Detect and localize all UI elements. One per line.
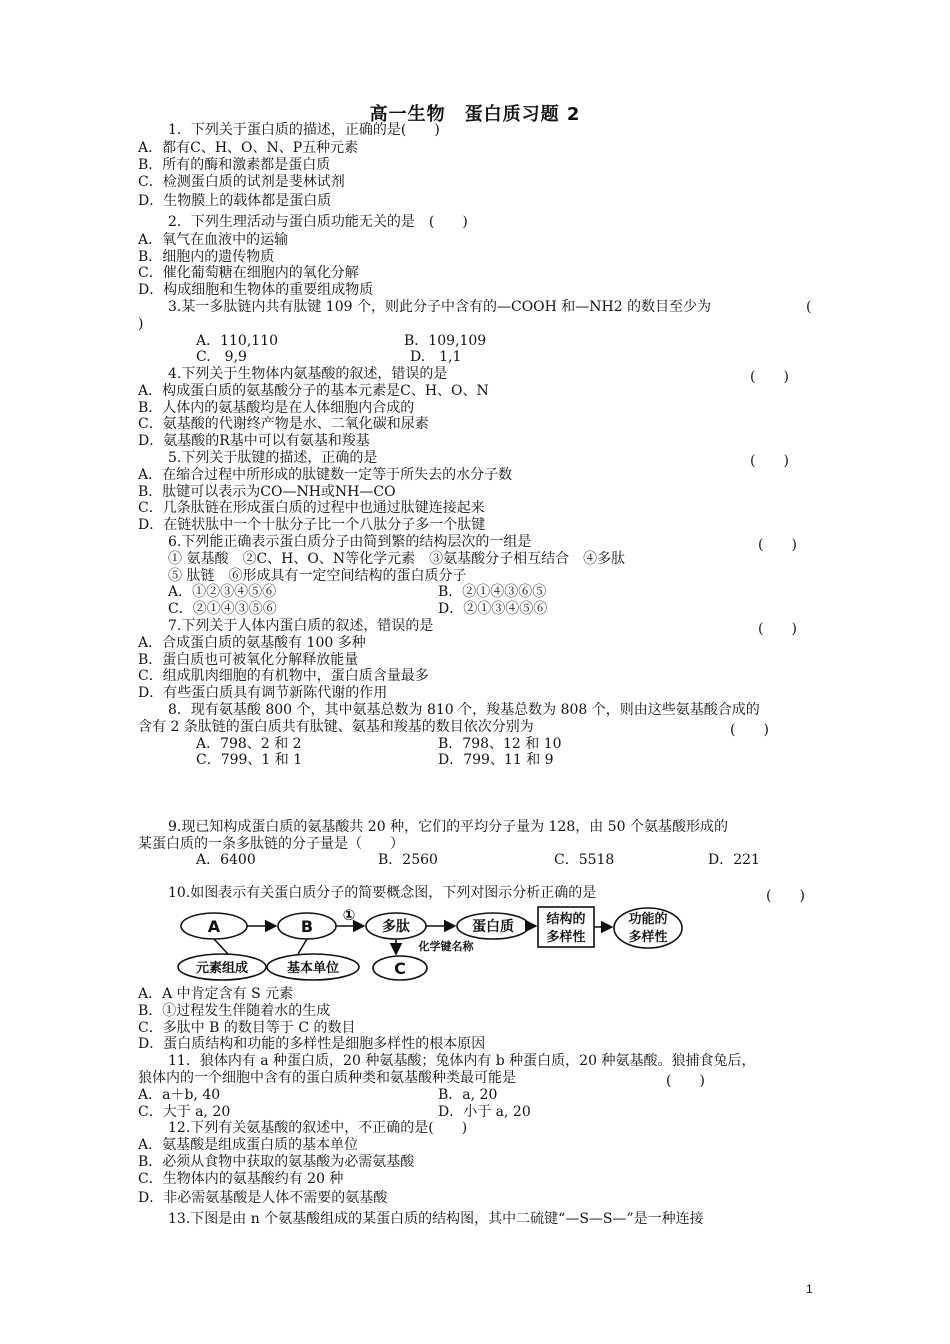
question-10-option-c: C．多肽中 B 的数目等于 C 的数目 [138, 1020, 356, 1036]
question-11-option-a: A．a＋b, 40 [138, 1087, 221, 1103]
question-9-option-d: D．221 [708, 852, 760, 868]
question-8-answer-paren: ( ) [730, 722, 769, 738]
question-3-option-b: B．109,109 [404, 333, 487, 349]
question-4-answer-paren: ( ) [750, 369, 789, 385]
polypeptide-label: 多肽 [382, 919, 410, 935]
question-2-option-a: A．氧气在血液中的运输 [138, 232, 289, 248]
question-1-stem: 1．下列关于蛋白质的描述，正确的是( ) [168, 122, 440, 138]
node-c-label: C [394, 959, 406, 978]
question-11-option-b: B．a, 20 [438, 1087, 498, 1103]
question-8-stem-line-1: 8．现有氨基酸 800 个，其中氨基总数为 810 个，羧基总数为 808 个，则由这些氨基酸合成的 [168, 702, 760, 718]
question-1-option-d: D．生物膜上的载体都是蛋白质 [138, 193, 332, 209]
question-9-option-a: A．6400 [196, 852, 256, 868]
question-7-option-b: B．蛋白质也可被氧化分解释放能量 [138, 652, 359, 668]
question-6-option-c: C．②①④③⑤⑥ [168, 601, 277, 617]
question-12-option-c: C．生物体内的氨基酸约有 20 种 [138, 1171, 344, 1187]
protein-label: 蛋白质 [472, 919, 514, 935]
question-3-option-c: C. 9,9 [196, 349, 247, 365]
question-5-answer-paren: ( ) [750, 453, 789, 469]
question-8-option-a: A．798、2 和 2 [196, 736, 302, 752]
question-3-paren-open: ( [806, 299, 812, 315]
question-11-option-c: C．大于 a, 20 [138, 1104, 231, 1120]
question-4-stem: 4.下列关于生物体内氨基酸的叙述，错误的是 [168, 366, 448, 382]
question-2-stem: 2．下列生理活动与蛋白质功能无关的是 ( ) [168, 214, 468, 230]
page-title: 高一生物 蛋白质习题 2 [369, 104, 581, 125]
question-3-option-a: A．110,110 [196, 333, 279, 349]
function-label-1: 功能的 [628, 912, 668, 927]
elements-label: 元素组成 [195, 961, 249, 976]
question-3-option-d: D. 1,1 [410, 349, 462, 365]
question-10-option-d: D．蛋白质结构和功能的多样性是细胞多样性的根本原因 [138, 1036, 486, 1052]
question-10-option-a: A．A 中肯定含有 S 元素 [138, 986, 294, 1002]
question-2-option-c: C．催化葡萄糖在细胞内的氧化分解 [138, 265, 359, 281]
question-12-stem: 12.下列有关氨基酸的叙述中，不正确的是( ) [168, 1120, 468, 1136]
question-5-option-a: A．在缩合过程中所形成的肽键数一定等于所失去的水分子数 [138, 467, 513, 483]
question-11-option-d: D．小于 a, 20 [438, 1104, 531, 1120]
question-8-option-d: D．799、11 和 9 [438, 752, 554, 768]
question-9-option-b: B．2560 [378, 852, 438, 868]
question-11-stem-line-1: 11．狼体内有 a 种蛋白质，20 种氨基酸；兔体内有 b 种蛋白质，20 种氨基酸。狼捕食兔后， [168, 1053, 756, 1069]
question-1-option-b: B．所有的酶和激素都是蛋白质 [138, 157, 331, 173]
question-5-option-b: B．肽键可以表示为CO—NH或NH—CO [138, 484, 396, 500]
question-9-stem-line-1: 9.现已知构成蛋白质的氨基酸共 20 种，它们的平均分子量为 128，由 50 个氨基酸形成的 [168, 819, 728, 835]
question-9-option-c: C．5518 [554, 852, 615, 868]
question-3-stem: 3.某一多肽链内共有肽键 109 个，则此分子中含有的—COOH 和—NH2 的数目至少为 [168, 299, 712, 315]
question-5-stem: 5.下列关于肽键的描述，正确的是 [168, 450, 378, 466]
question-1-option-c: C．检测蛋白质的试剂是斐林试剂 [138, 174, 345, 190]
question-6-items-line-1: ① 氨基酸 ②C、H、O、N等化学元素 ③氨基酸分子相互结合 ④多肽 [168, 551, 626, 567]
question-12-option-b: B．必须从食物中获取的氨基酸为必需氨基酸 [138, 1154, 415, 1170]
question-8-option-b: B．798、12 和 10 [438, 736, 562, 752]
question-4-option-b: B．人体内的氨基酸均是在人体细胞内合成的 [138, 400, 415, 416]
question-7-option-a: A．合成蛋白质的氨基酸有 100 多种 [138, 635, 366, 651]
question-5-option-c: C．几条肽链在形成蛋白质的过程中也通过肽键连接起来 [138, 500, 485, 516]
question-7-answer-paren: ( ) [758, 621, 797, 637]
node-b-label: B [300, 917, 314, 936]
question-9-stem-line-2: 某蛋白质的一条多肽链的分子量是（ ） [138, 836, 404, 852]
arrow-b-to-basic-unit [298, 939, 307, 954]
arrow-a-to-elements [214, 939, 228, 954]
question-3-paren-close: ) [138, 316, 144, 332]
question-6-option-d: D．②①③④⑤⑥ [438, 601, 548, 617]
structure-label-1: 结构的 [546, 912, 586, 927]
question-2-option-b: B．细胞内的遗传物质 [138, 249, 275, 265]
question-12-option-d: D．非必需氨基酸是人体不需要的氨基酸 [138, 1190, 388, 1206]
question-11-stem-line-2: 狼体内的一个细胞中含有的蛋白质种类和氨基酸种类最可能是 [138, 1070, 516, 1086]
question-4-option-c: C．氨基酸的代谢终产物是水、二氧化碳和尿素 [138, 416, 429, 432]
question-5-option-d: D．在链状肽中一个十肽分子比一个八肽分子多一个肽键 [138, 517, 486, 533]
node-a-label: A [207, 917, 221, 936]
question-6-stem: 6.下列能正确表示蛋白质分子由简到繁的结构层次的一组是 [168, 534, 532, 550]
question-10-answer-paren: ( ) [766, 888, 805, 904]
question-6-items-line-2: ⑤ 肽链 ⑥形成具有一定空间结构的蛋白质分子 [168, 568, 467, 584]
question-8-option-c: C．799、1 和 1 [196, 752, 303, 768]
step-1-label: ① [342, 906, 356, 924]
question-7-stem: 7.下列关于人体内蛋白质的叙述，错误的是 [168, 618, 434, 634]
question-1-option-a: A．都有C、H、O、N、P五种元素 [138, 140, 359, 156]
protein-concept-diagram [170, 904, 830, 984]
question-7-option-c: C．组成肌肉细胞的有机物中，蛋白质含量最多 [138, 668, 429, 684]
basic-unit-label: 基本单位 [286, 961, 340, 976]
page-number: 1 [806, 1282, 813, 1296]
question-7-option-d: D．有些蛋白质具有调节新陈代谢的作用 [138, 685, 388, 701]
question-6-answer-paren: ( ) [758, 537, 797, 553]
question-4-option-d: D．氨基酸的R基中可以有氨基和羧基 [138, 433, 370, 449]
question-4-option-a: A．构成蛋白质的氨基酸分子的基本元素是C、H、O、N [138, 383, 489, 399]
question-8-stem-line-2: 含有 2 条肽链的蛋白质共有肽键、氨基和羧基的数目依次分别为 [138, 719, 534, 735]
question-6-option-b: B．②①④③⑥⑤ [438, 584, 547, 600]
question-12-option-a: A．氨基酸是组成蛋白质的基本单位 [138, 1137, 359, 1153]
bond-name-label: 化学键名称 [418, 940, 474, 953]
question-10-option-b: B．①过程发生伴随着水的生成 [138, 1003, 331, 1019]
question-11-answer-paren: ( ) [666, 1073, 705, 1089]
structure-label-2: 多样性 [546, 930, 586, 945]
question-10-stem: 10.如图表示有关蛋白质分子的简要概念图，下列对图示分析正确的是 [168, 885, 597, 901]
question-6-option-a: A．①②③④⑤⑥ [168, 584, 277, 600]
question-2-option-d: D．构成细胞和生物体的重要组成物质 [138, 282, 374, 298]
question-13-stem: 13.下图是由 n 个氨基酸组成的某蛋白质的结构图，其中二硫键“—S—S—”是一种连接 [168, 1211, 704, 1227]
function-label-2: 多样性 [628, 930, 668, 945]
